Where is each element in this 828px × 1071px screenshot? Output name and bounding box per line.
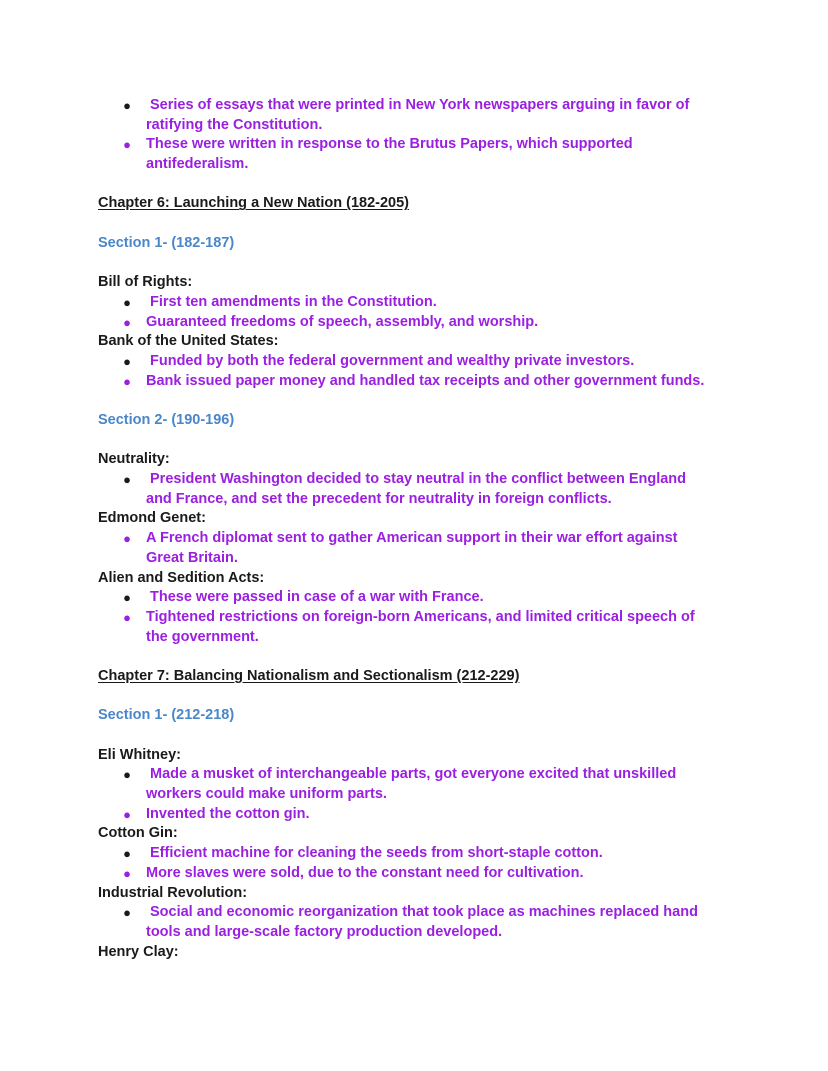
chapter-6-section-2-heading: Section 2- (190-196) — [98, 412, 235, 428]
term-edmond-genet: Edmond Genet: — [98, 510, 206, 527]
bullet-icon: ● — [123, 590, 131, 606]
term-cotton-gin: Cotton Gin: — [98, 825, 178, 842]
intro-bullet-list — [98, 96, 798, 175]
term-notes — [98, 903, 798, 942]
term-notes — [98, 470, 798, 509]
term-neutrality: Neutrality: — [98, 451, 170, 468]
bullet-icon: ● — [123, 846, 131, 862]
bullet-icon: ● — [123, 806, 131, 822]
list-item: ● Tightened restrictions on foreign-born Americans, and limited critical speech of — [98, 608, 798, 628]
term-industrial-revolution: Industrial Revolution: — [98, 884, 248, 901]
list-item-continuation: the government. — [146, 628, 259, 645]
bullet-icon: ● — [123, 767, 131, 783]
term-notes — [98, 293, 798, 332]
chapter-6-heading: Chapter 6: Launching a New Nation (182-205) — [98, 195, 410, 212]
term-bill-of-rights: Bill of Rights: — [98, 274, 193, 291]
list-item-continuation: tools and large-scale factory production developed. — [146, 923, 503, 940]
term-alien-and-sedition-acts: Alien and Sedition Acts: — [98, 569, 265, 586]
list-item: ● Bank issued paper money and handled tax receipts and other government funds. — [98, 372, 798, 392]
list-item-continuation: Great Britain. — [146, 549, 238, 566]
list-item-continuation: workers could make uniform parts. — [146, 786, 387, 803]
bullet-icon: ● — [123, 98, 131, 113]
bullet-icon: ● — [123, 609, 131, 625]
list-item: ● Made a musket of interchangeable parts, got everyone excited that unskilled — [98, 765, 798, 785]
list-item-continuation: antifederalism. — [146, 156, 249, 173]
term-notes — [98, 529, 798, 568]
list-item: ● Social and economic reorganization that took place as machines replaced hand — [98, 903, 798, 923]
list-item: ● These were written in response to the Brutus Papers, which supported — [98, 135, 798, 155]
bullet-icon: ● — [123, 353, 131, 369]
list-item-continuation: and France, and set the precedent for neutrality in foreign conflicts. — [146, 490, 612, 507]
document-page — [98, 96, 798, 962]
chapter-7-heading: Chapter 7: Balancing Nationalism and Sectionalism (212-229) — [98, 667, 520, 684]
list-item: ● Series of essays that were printed in New York newspapers arguing in favor of — [98, 96, 798, 116]
term-henry-clay: Henry Clay: — [98, 943, 179, 960]
bullet-icon: ● — [123, 314, 131, 330]
list-item: ● Funded by both the federal government and wealthy private investors. — [98, 352, 798, 372]
list-item: ● Invented the cotton gin. — [98, 805, 798, 825]
list-item: ● Efficient machine for cleaning the seeds from short-staple cotton. — [98, 844, 798, 864]
list-item: ● First ten amendments in the Constitution. — [98, 293, 798, 313]
list-item: ● A French diplomat sent to gather American support in their war effort against — [98, 529, 798, 549]
chapter-6-section-1-heading: Section 1- (182-187) — [98, 234, 235, 251]
list-item: ● Guaranteed freedoms of speech, assembly, and worship. — [98, 313, 798, 333]
bullet-icon: ● — [123, 531, 131, 547]
bullet-icon: ● — [123, 905, 131, 921]
term-notes — [98, 844, 798, 883]
chapter-7-section-1-heading: Section 1- (212-218) — [98, 707, 235, 724]
term-notes — [98, 588, 798, 647]
term-bank-of-the-united-states: Bank of the United States: — [98, 333, 279, 350]
bullet-icon: ● — [123, 373, 131, 389]
bullet-icon: ● — [123, 137, 131, 153]
bullet-icon: ● — [123, 865, 131, 881]
term-notes — [98, 765, 798, 824]
term-notes — [98, 352, 798, 391]
term-eli-whitney: Eli Whitney: — [98, 746, 181, 763]
list-item-continuation: ratifying the Constitution. — [146, 116, 323, 133]
list-item: ● More slaves were sold, due to the constant need for cultivation. — [98, 864, 798, 884]
list-item: ● President Washington decided to stay neutral in the conflict between England — [98, 470, 798, 490]
bullet-icon: ● — [123, 294, 131, 310]
list-item: ● These were passed in case of a war with France. — [98, 588, 798, 608]
bullet-icon: ● — [123, 472, 131, 488]
